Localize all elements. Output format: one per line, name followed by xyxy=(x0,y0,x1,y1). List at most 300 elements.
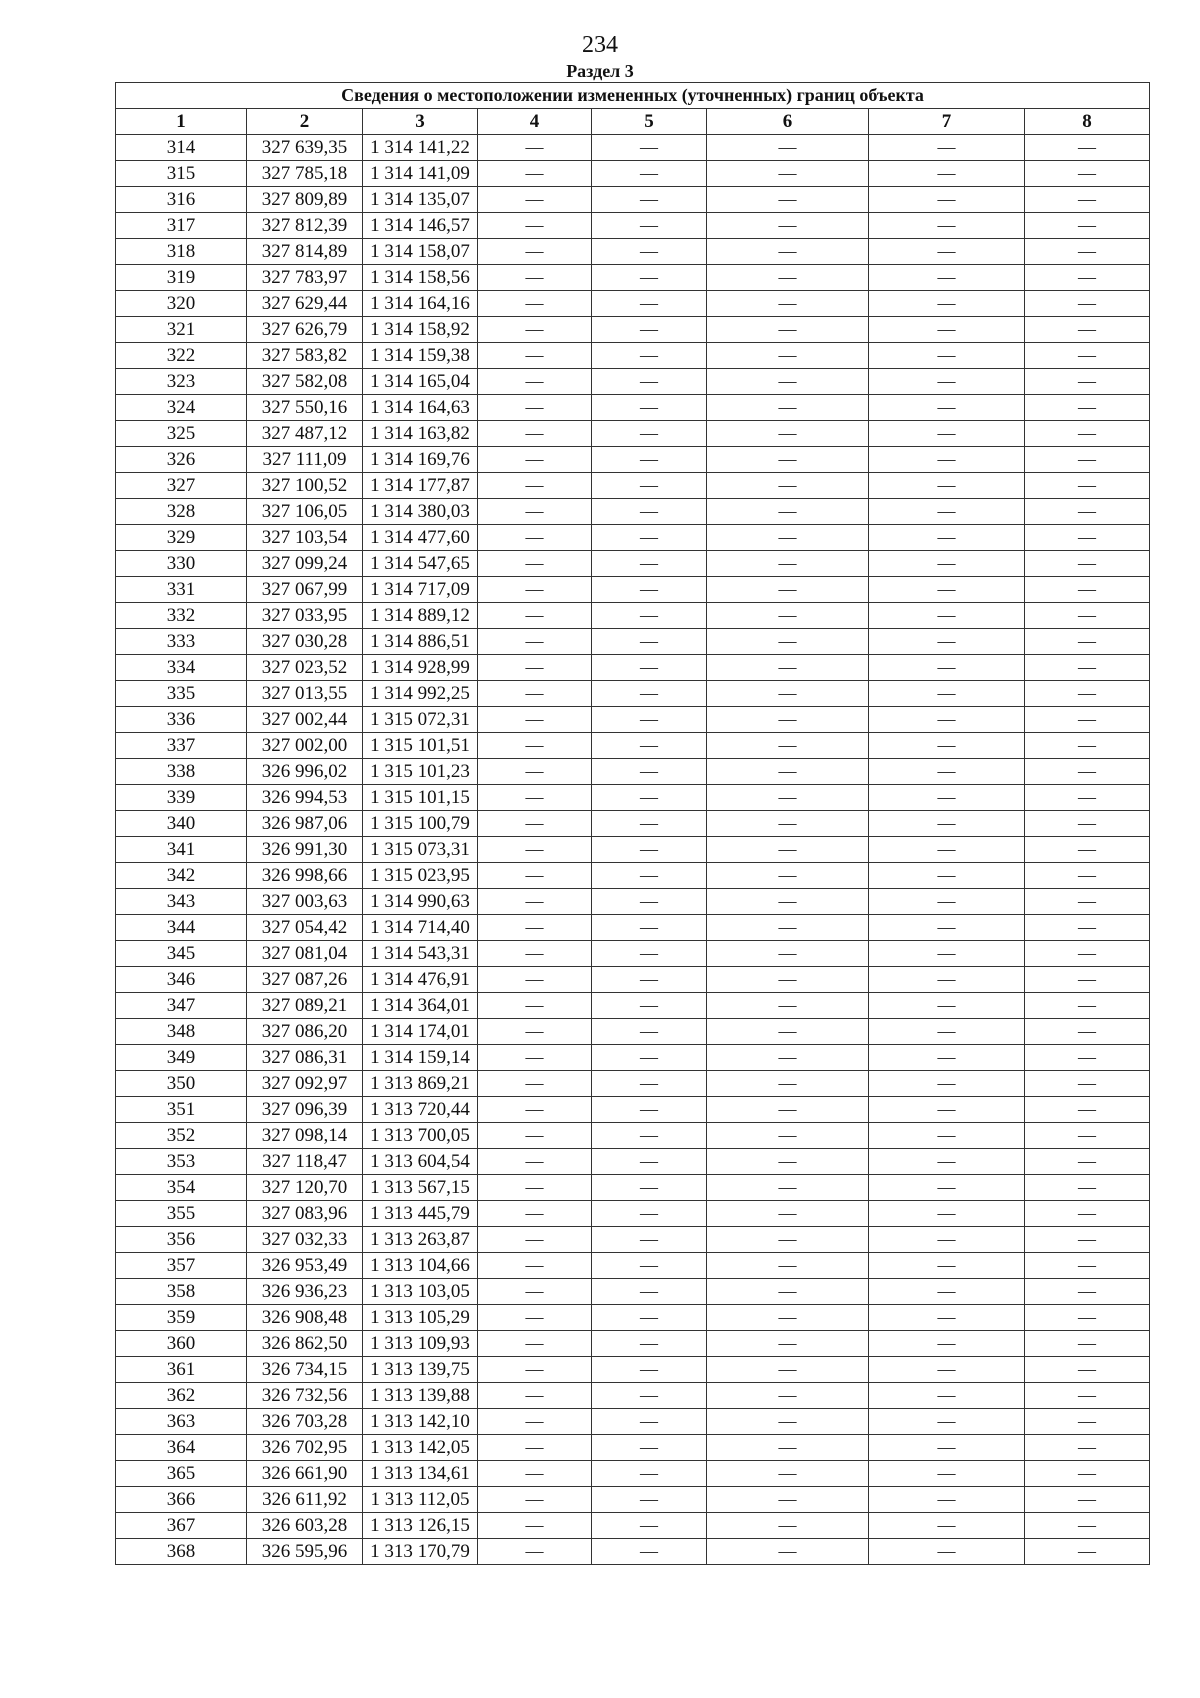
empty-value-dash: — xyxy=(707,759,869,785)
empty-value-dash: — xyxy=(592,239,707,265)
empty-value-dash: — xyxy=(869,1045,1025,1071)
point-number-cell: 325 xyxy=(116,421,247,447)
empty-value-dash: — xyxy=(1025,1331,1150,1357)
y-coordinate-cell: 1 314 714,40 xyxy=(363,915,478,941)
y-coordinate-cell: 1 313 263,87 xyxy=(363,1227,478,1253)
point-number-cell: 341 xyxy=(116,837,247,863)
empty-value-dash: — xyxy=(707,1045,869,1071)
y-coordinate-cell: 1 315 101,51 xyxy=(363,733,478,759)
empty-value-dash: — xyxy=(478,811,592,837)
table-row xyxy=(116,681,1150,707)
empty-value-dash: — xyxy=(869,1357,1025,1383)
x-coordinate-cell: 327 629,44 xyxy=(247,291,363,317)
table-row xyxy=(116,1279,1150,1305)
empty-value-dash: — xyxy=(1025,551,1150,577)
y-coordinate-cell: 1 313 103,05 xyxy=(363,1279,478,1305)
empty-value-dash: — xyxy=(1025,421,1150,447)
empty-value-dash: — xyxy=(869,993,1025,1019)
empty-value-dash: — xyxy=(869,395,1025,421)
empty-value-dash: — xyxy=(869,213,1025,239)
x-coordinate-cell: 327 002,44 xyxy=(247,707,363,733)
empty-value-dash: — xyxy=(707,1331,869,1357)
empty-value-dash: — xyxy=(869,837,1025,863)
empty-value-dash: — xyxy=(869,1019,1025,1045)
x-coordinate-cell: 327 626,79 xyxy=(247,317,363,343)
table-row xyxy=(116,447,1150,473)
empty-value-dash: — xyxy=(1025,1123,1150,1149)
table-row xyxy=(116,1331,1150,1357)
point-number-cell: 334 xyxy=(116,655,247,681)
empty-value-dash: — xyxy=(592,395,707,421)
section-title: Раздел 3 xyxy=(566,61,634,81)
empty-value-dash: — xyxy=(869,187,1025,213)
point-number-cell: 314 xyxy=(116,135,247,161)
x-coordinate-cell: 327 106,05 xyxy=(247,499,363,525)
y-coordinate-cell: 1 314 158,56 xyxy=(363,265,478,291)
empty-value-dash: — xyxy=(869,447,1025,473)
x-coordinate-cell: 327 081,04 xyxy=(247,941,363,967)
empty-value-dash: — xyxy=(592,317,707,343)
point-number-cell: 347 xyxy=(116,993,247,1019)
empty-value-dash: — xyxy=(869,369,1025,395)
point-number-cell: 329 xyxy=(116,525,247,551)
point-number-cell: 352 xyxy=(116,1123,247,1149)
empty-value-dash: — xyxy=(1025,1305,1150,1331)
x-coordinate-cell: 327 087,26 xyxy=(247,967,363,993)
empty-value-dash: — xyxy=(707,993,869,1019)
empty-value-dash: — xyxy=(478,1383,592,1409)
point-number-cell: 353 xyxy=(116,1149,247,1175)
empty-value-dash: — xyxy=(592,681,707,707)
x-coordinate-cell: 326 661,90 xyxy=(247,1461,363,1487)
empty-value-dash: — xyxy=(478,1409,592,1435)
x-coordinate-cell: 327 092,97 xyxy=(247,1071,363,1097)
table-row xyxy=(116,369,1150,395)
empty-value-dash: — xyxy=(869,317,1025,343)
y-coordinate-cell: 1 314 141,09 xyxy=(363,161,478,187)
empty-value-dash: — xyxy=(1025,1279,1150,1305)
x-coordinate-cell: 327 582,08 xyxy=(247,369,363,395)
empty-value-dash: — xyxy=(1025,1227,1150,1253)
empty-value-dash: — xyxy=(478,655,592,681)
empty-value-dash: — xyxy=(1025,473,1150,499)
x-coordinate-cell: 327 812,39 xyxy=(247,213,363,239)
empty-value-dash: — xyxy=(869,967,1025,993)
empty-value-dash: — xyxy=(1025,1461,1150,1487)
x-coordinate-cell: 327 783,97 xyxy=(247,265,363,291)
x-coordinate-cell: 326 862,50 xyxy=(247,1331,363,1357)
y-coordinate-cell: 1 313 104,66 xyxy=(363,1253,478,1279)
coordinates-table xyxy=(115,82,1150,1565)
empty-value-dash: — xyxy=(478,1357,592,1383)
empty-value-dash: — xyxy=(1025,1149,1150,1175)
empty-value-dash: — xyxy=(707,1357,869,1383)
empty-value-dash: — xyxy=(478,343,592,369)
y-coordinate-cell: 1 314 146,57 xyxy=(363,213,478,239)
empty-value-dash: — xyxy=(478,1071,592,1097)
empty-value-dash: — xyxy=(1025,915,1150,941)
empty-value-dash: — xyxy=(478,369,592,395)
empty-value-dash: — xyxy=(1025,343,1150,369)
y-coordinate-cell: 1 314 364,01 xyxy=(363,993,478,1019)
point-number-cell: 320 xyxy=(116,291,247,317)
empty-value-dash: — xyxy=(869,135,1025,161)
empty-value-dash: — xyxy=(478,265,592,291)
point-number-cell: 338 xyxy=(116,759,247,785)
table-row xyxy=(116,473,1150,499)
empty-value-dash: — xyxy=(478,681,592,707)
empty-value-dash: — xyxy=(1025,499,1150,525)
empty-value-dash: — xyxy=(478,1253,592,1279)
point-number-cell: 316 xyxy=(116,187,247,213)
empty-value-dash: — xyxy=(478,239,592,265)
column-header: 8 xyxy=(1025,109,1150,135)
column-number-row xyxy=(116,109,1150,135)
y-coordinate-cell: 1 313 604,54 xyxy=(363,1149,478,1175)
empty-value-dash: — xyxy=(478,1123,592,1149)
y-coordinate-cell: 1 315 072,31 xyxy=(363,707,478,733)
table-row xyxy=(116,1201,1150,1227)
empty-value-dash: — xyxy=(1025,759,1150,785)
y-coordinate-cell: 1 314 928,99 xyxy=(363,655,478,681)
y-coordinate-cell: 1 313 445,79 xyxy=(363,1201,478,1227)
table-row xyxy=(116,863,1150,889)
y-coordinate-cell: 1 315 073,31 xyxy=(363,837,478,863)
empty-value-dash: — xyxy=(478,473,592,499)
table-row xyxy=(116,291,1150,317)
empty-value-dash: — xyxy=(1025,1409,1150,1435)
empty-value-dash: — xyxy=(478,993,592,1019)
empty-value-dash: — xyxy=(478,525,592,551)
empty-value-dash: — xyxy=(869,1071,1025,1097)
empty-value-dash: — xyxy=(869,239,1025,265)
table-row xyxy=(116,1123,1150,1149)
y-coordinate-cell: 1 314 164,16 xyxy=(363,291,478,317)
x-coordinate-cell: 327 118,47 xyxy=(247,1149,363,1175)
empty-value-dash: — xyxy=(592,1123,707,1149)
x-coordinate-cell: 327 003,63 xyxy=(247,889,363,915)
table-row xyxy=(116,499,1150,525)
point-number-cell: 337 xyxy=(116,733,247,759)
empty-value-dash: — xyxy=(478,707,592,733)
x-coordinate-cell: 327 067,99 xyxy=(247,577,363,603)
empty-value-dash: — xyxy=(592,733,707,759)
empty-value-dash: — xyxy=(707,369,869,395)
table-row xyxy=(116,187,1150,213)
empty-value-dash: — xyxy=(478,1175,592,1201)
empty-value-dash: — xyxy=(869,733,1025,759)
empty-value-dash: — xyxy=(592,369,707,395)
point-number-cell: 368 xyxy=(116,1539,247,1565)
empty-value-dash: — xyxy=(869,421,1025,447)
empty-value-dash: — xyxy=(1025,395,1150,421)
empty-value-dash: — xyxy=(478,1461,592,1487)
point-number-cell: 321 xyxy=(116,317,247,343)
x-coordinate-cell: 327 002,00 xyxy=(247,733,363,759)
empty-value-dash: — xyxy=(707,1383,869,1409)
table-row xyxy=(116,239,1150,265)
empty-value-dash: — xyxy=(869,1227,1025,1253)
table-row xyxy=(116,395,1150,421)
empty-value-dash: — xyxy=(707,655,869,681)
empty-value-dash: — xyxy=(869,1097,1025,1123)
empty-value-dash: — xyxy=(707,317,869,343)
point-number-cell: 362 xyxy=(116,1383,247,1409)
empty-value-dash: — xyxy=(869,1461,1025,1487)
empty-value-dash: — xyxy=(592,629,707,655)
x-coordinate-cell: 327 550,16 xyxy=(247,395,363,421)
table-row xyxy=(116,915,1150,941)
empty-value-dash: — xyxy=(478,889,592,915)
empty-value-dash: — xyxy=(478,1045,592,1071)
point-number-cell: 315 xyxy=(116,161,247,187)
point-number-cell: 350 xyxy=(116,1071,247,1097)
empty-value-dash: — xyxy=(869,629,1025,655)
point-number-cell: 331 xyxy=(116,577,247,603)
table-row xyxy=(116,551,1150,577)
x-coordinate-cell: 327 032,33 xyxy=(247,1227,363,1253)
empty-value-dash: — xyxy=(592,1175,707,1201)
table-caption: Сведения о местоположении измененных (уточненных) границ объекта xyxy=(116,83,1150,109)
empty-value-dash: — xyxy=(707,239,869,265)
y-coordinate-cell: 1 314 159,38 xyxy=(363,343,478,369)
empty-value-dash: — xyxy=(478,915,592,941)
y-coordinate-cell: 1 313 142,10 xyxy=(363,1409,478,1435)
empty-value-dash: — xyxy=(707,785,869,811)
x-coordinate-cell: 327 103,54 xyxy=(247,525,363,551)
empty-value-dash: — xyxy=(1025,1045,1150,1071)
y-coordinate-cell: 1 314 158,07 xyxy=(363,239,478,265)
table-body xyxy=(116,135,1150,1565)
table-row xyxy=(116,1175,1150,1201)
x-coordinate-cell: 327 083,96 xyxy=(247,1201,363,1227)
y-coordinate-cell: 1 314 990,63 xyxy=(363,889,478,915)
x-coordinate-cell: 326 611,92 xyxy=(247,1487,363,1513)
empty-value-dash: — xyxy=(869,343,1025,369)
x-coordinate-cell: 326 908,48 xyxy=(247,1305,363,1331)
table-row xyxy=(116,629,1150,655)
y-coordinate-cell: 1 314 163,82 xyxy=(363,421,478,447)
point-number-cell: 367 xyxy=(116,1513,247,1539)
point-number-cell: 330 xyxy=(116,551,247,577)
empty-value-dash: — xyxy=(707,733,869,759)
empty-value-dash: — xyxy=(707,577,869,603)
point-number-cell: 361 xyxy=(116,1357,247,1383)
y-coordinate-cell: 1 314 992,25 xyxy=(363,681,478,707)
x-coordinate-cell: 326 998,66 xyxy=(247,863,363,889)
x-coordinate-cell: 327 111,09 xyxy=(247,447,363,473)
empty-value-dash: — xyxy=(592,941,707,967)
empty-value-dash: — xyxy=(592,161,707,187)
empty-value-dash: — xyxy=(592,213,707,239)
empty-value-dash: — xyxy=(1025,785,1150,811)
empty-value-dash: — xyxy=(478,187,592,213)
empty-value-dash: — xyxy=(592,1383,707,1409)
empty-value-dash: — xyxy=(592,447,707,473)
point-number-cell: 342 xyxy=(116,863,247,889)
point-number-cell: 363 xyxy=(116,1409,247,1435)
point-number-cell: 323 xyxy=(116,369,247,395)
x-coordinate-cell: 326 994,53 xyxy=(247,785,363,811)
y-coordinate-cell: 1 314 889,12 xyxy=(363,603,478,629)
x-coordinate-cell: 326 936,23 xyxy=(247,1279,363,1305)
point-number-cell: 351 xyxy=(116,1097,247,1123)
empty-value-dash: — xyxy=(1025,1357,1150,1383)
empty-value-dash: — xyxy=(707,525,869,551)
table-row xyxy=(116,1435,1150,1461)
table-row xyxy=(116,135,1150,161)
empty-value-dash: — xyxy=(707,707,869,733)
table-row xyxy=(116,655,1150,681)
table-row xyxy=(116,1097,1150,1123)
empty-value-dash: — xyxy=(869,1383,1025,1409)
empty-value-dash: — xyxy=(1025,1383,1150,1409)
empty-value-dash: — xyxy=(707,1149,869,1175)
x-coordinate-cell: 326 595,96 xyxy=(247,1539,363,1565)
empty-value-dash: — xyxy=(1025,655,1150,681)
empty-value-dash: — xyxy=(707,1279,869,1305)
empty-value-dash: — xyxy=(478,1149,592,1175)
empty-value-dash: — xyxy=(869,915,1025,941)
empty-value-dash: — xyxy=(1025,811,1150,837)
empty-value-dash: — xyxy=(707,629,869,655)
table-row xyxy=(116,317,1150,343)
point-number-cell: 328 xyxy=(116,499,247,525)
point-number-cell: 354 xyxy=(116,1175,247,1201)
y-coordinate-cell: 1 314 159,14 xyxy=(363,1045,478,1071)
y-coordinate-cell: 1 313 134,61 xyxy=(363,1461,478,1487)
empty-value-dash: — xyxy=(478,1279,592,1305)
empty-value-dash: — xyxy=(592,525,707,551)
table-row xyxy=(116,837,1150,863)
empty-value-dash: — xyxy=(869,603,1025,629)
empty-value-dash: — xyxy=(592,1331,707,1357)
empty-value-dash: — xyxy=(1025,291,1150,317)
point-number-cell: 366 xyxy=(116,1487,247,1513)
point-number-cell: 333 xyxy=(116,629,247,655)
point-number-cell: 319 xyxy=(116,265,247,291)
y-coordinate-cell: 1 314 543,31 xyxy=(363,941,478,967)
empty-value-dash: — xyxy=(592,993,707,1019)
empty-value-dash: — xyxy=(592,1305,707,1331)
x-coordinate-cell: 327 814,89 xyxy=(247,239,363,265)
x-coordinate-cell: 327 098,14 xyxy=(247,1123,363,1149)
y-coordinate-cell: 1 314 174,01 xyxy=(363,1019,478,1045)
point-number-cell: 339 xyxy=(116,785,247,811)
empty-value-dash: — xyxy=(707,1253,869,1279)
empty-value-dash: — xyxy=(592,785,707,811)
x-coordinate-cell: 327 023,52 xyxy=(247,655,363,681)
empty-value-dash: — xyxy=(869,785,1025,811)
table-row xyxy=(116,759,1150,785)
empty-value-dash: — xyxy=(707,1019,869,1045)
x-coordinate-cell: 326 734,15 xyxy=(247,1357,363,1383)
empty-value-dash: — xyxy=(592,187,707,213)
empty-value-dash: — xyxy=(1025,265,1150,291)
table-row xyxy=(116,1487,1150,1513)
x-coordinate-cell: 327 785,18 xyxy=(247,161,363,187)
empty-value-dash: — xyxy=(478,161,592,187)
empty-value-dash: — xyxy=(1025,1019,1150,1045)
y-coordinate-cell: 1 313 869,21 xyxy=(363,1071,478,1097)
empty-value-dash: — xyxy=(592,1201,707,1227)
empty-value-dash: — xyxy=(869,525,1025,551)
table-row xyxy=(116,603,1150,629)
empty-value-dash: — xyxy=(707,499,869,525)
point-number-cell: 324 xyxy=(116,395,247,421)
empty-value-dash: — xyxy=(869,1123,1025,1149)
empty-value-dash: — xyxy=(707,681,869,707)
empty-value-dash: — xyxy=(869,1435,1025,1461)
empty-value-dash: — xyxy=(869,161,1025,187)
empty-value-dash: — xyxy=(478,291,592,317)
empty-value-dash: — xyxy=(1025,1435,1150,1461)
y-coordinate-cell: 1 314 547,65 xyxy=(363,551,478,577)
point-number-cell: 349 xyxy=(116,1045,247,1071)
empty-value-dash: — xyxy=(478,317,592,343)
y-coordinate-cell: 1 314 177,87 xyxy=(363,473,478,499)
point-number-cell: 340 xyxy=(116,811,247,837)
empty-value-dash: — xyxy=(592,1357,707,1383)
empty-value-dash: — xyxy=(592,291,707,317)
empty-value-dash: — xyxy=(478,499,592,525)
empty-value-dash: — xyxy=(869,499,1025,525)
empty-value-dash: — xyxy=(1025,1513,1150,1539)
y-coordinate-cell: 1 313 700,05 xyxy=(363,1123,478,1149)
empty-value-dash: — xyxy=(869,681,1025,707)
empty-value-dash: — xyxy=(592,265,707,291)
empty-value-dash: — xyxy=(592,1253,707,1279)
x-coordinate-cell: 327 639,35 xyxy=(247,135,363,161)
table-row xyxy=(116,811,1150,837)
empty-value-dash: — xyxy=(707,941,869,967)
empty-value-dash: — xyxy=(707,1201,869,1227)
y-coordinate-cell: 1 314 165,04 xyxy=(363,369,478,395)
point-number-cell: 365 xyxy=(116,1461,247,1487)
empty-value-dash: — xyxy=(869,1409,1025,1435)
table-row xyxy=(116,1383,1150,1409)
point-number-cell: 359 xyxy=(116,1305,247,1331)
table-row xyxy=(116,967,1150,993)
empty-value-dash: — xyxy=(869,1253,1025,1279)
empty-value-dash: — xyxy=(592,421,707,447)
empty-value-dash: — xyxy=(869,1175,1025,1201)
point-number-cell: 356 xyxy=(116,1227,247,1253)
empty-value-dash: — xyxy=(478,941,592,967)
empty-value-dash: — xyxy=(869,811,1025,837)
empty-value-dash: — xyxy=(869,577,1025,603)
page-number: 234 xyxy=(582,32,618,58)
empty-value-dash: — xyxy=(707,551,869,577)
empty-value-dash: — xyxy=(707,1305,869,1331)
y-coordinate-cell: 1 313 720,44 xyxy=(363,1097,478,1123)
column-header: 3 xyxy=(363,109,478,135)
empty-value-dash: — xyxy=(707,265,869,291)
y-coordinate-cell: 1 313 142,05 xyxy=(363,1435,478,1461)
empty-value-dash: — xyxy=(592,1539,707,1565)
empty-value-dash: — xyxy=(869,265,1025,291)
empty-value-dash: — xyxy=(707,603,869,629)
table-row xyxy=(116,1045,1150,1071)
x-coordinate-cell: 326 987,06 xyxy=(247,811,363,837)
empty-value-dash: — xyxy=(869,1331,1025,1357)
empty-value-dash: — xyxy=(1025,1201,1150,1227)
y-coordinate-cell: 1 314 158,92 xyxy=(363,317,478,343)
empty-value-dash: — xyxy=(707,213,869,239)
empty-value-dash: — xyxy=(478,1435,592,1461)
empty-value-dash: — xyxy=(1025,681,1150,707)
empty-value-dash: — xyxy=(1025,525,1150,551)
